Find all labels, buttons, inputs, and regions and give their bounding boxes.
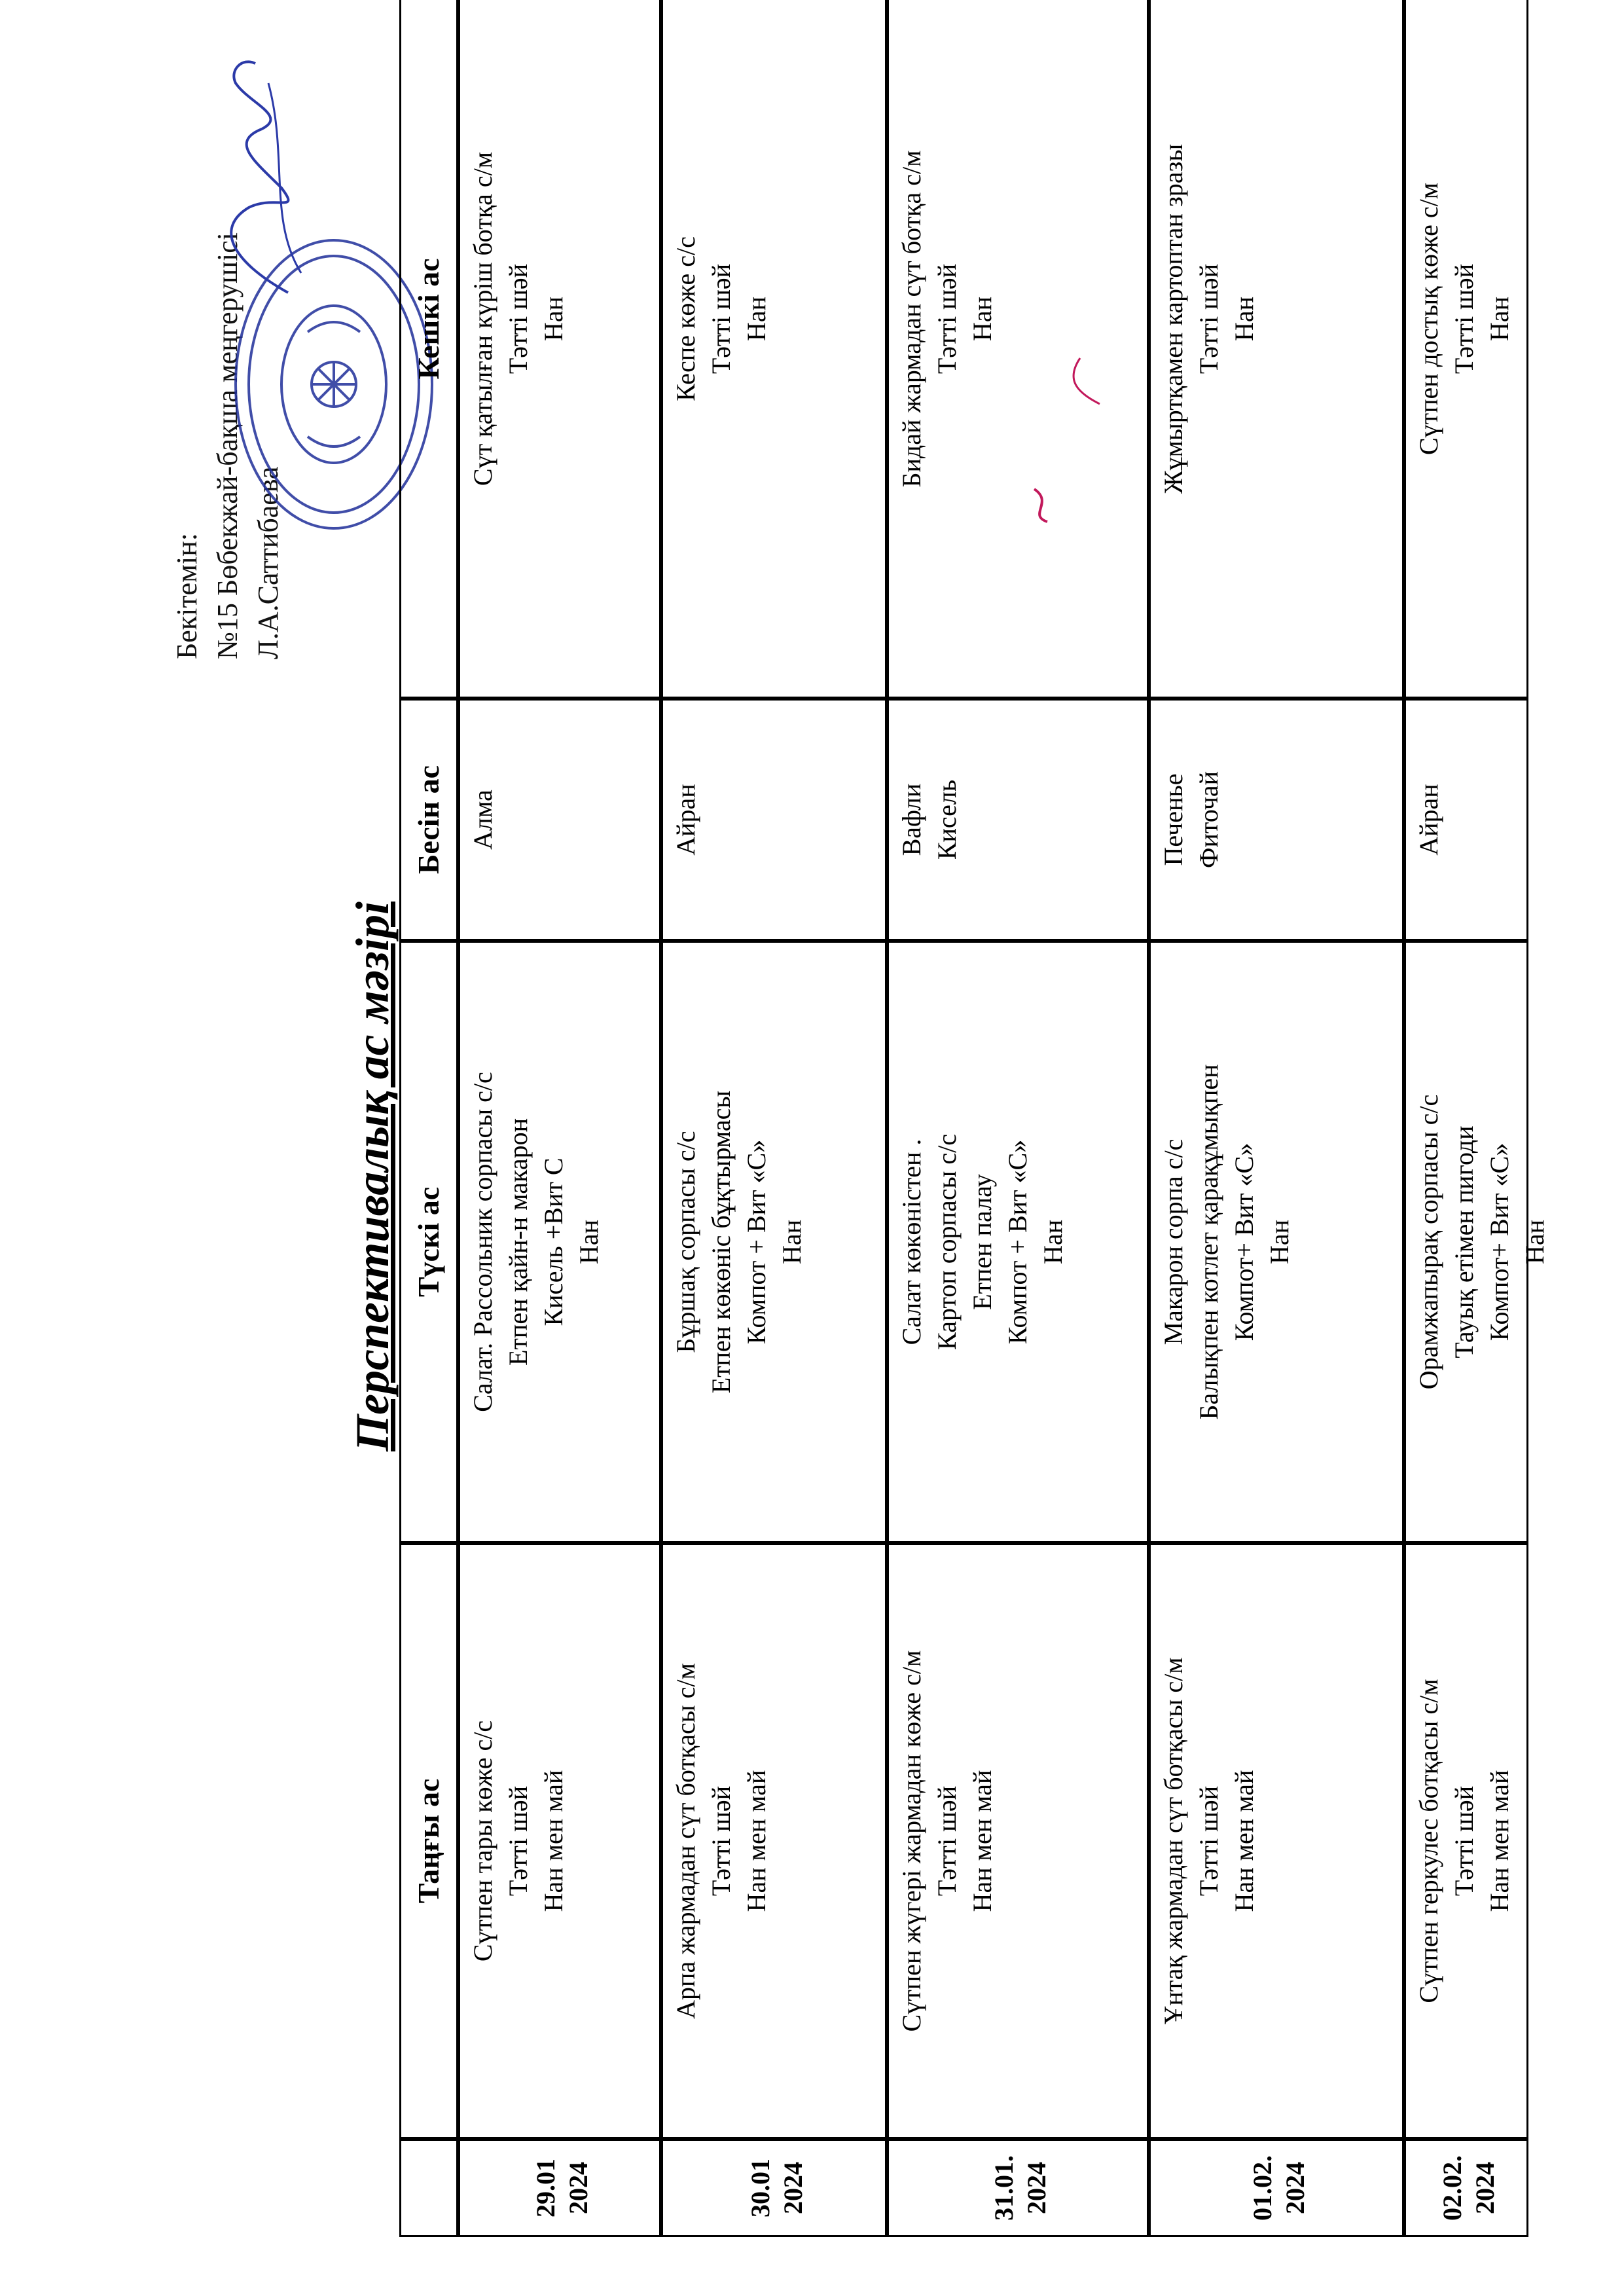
- pen-mark: [1021, 476, 1060, 528]
- breakfast-line: Тәтті шәй: [932, 1785, 962, 1897]
- menu-cell-breakfast: [661, 1543, 887, 2139]
- header-dinner-label: Кешкі ас: [412, 258, 445, 380]
- approval-label: Бекітемін:: [171, 533, 203, 659]
- breakfast-line: Нан мен май: [539, 1770, 568, 1912]
- date-line: 29.01: [531, 2159, 560, 2217]
- dinner-line: Кеспе көже с/с: [671, 236, 700, 401]
- header-date: [399, 2139, 458, 2237]
- date-line: 2024: [1280, 2162, 1310, 2214]
- menu-cell-lunch: [661, 941, 887, 1543]
- menu-cell-date: [1149, 2139, 1404, 2237]
- menu-cell-dinner: [1149, 0, 1404, 699]
- header-lunch-label: Түскі ас: [412, 1186, 445, 1298]
- lunch-line: Компот + Вит «С»: [1003, 1139, 1032, 1345]
- menu-cell-lunch: [458, 941, 661, 1543]
- approval-position: №15 Бөбекжай-бақша меңгерушісі: [211, 232, 244, 659]
- dinner-line: Тәтті шәй: [1449, 263, 1479, 374]
- dinner-line: Нан: [742, 296, 771, 342]
- lunch-line: Компот+ Вит «С»: [1485, 1142, 1514, 1341]
- menu-cell-date: [1404, 2139, 1528, 2237]
- lunch-line: Макарон сорпа с/с: [1159, 1139, 1188, 1345]
- menu-cell-lunch: [1149, 941, 1404, 1543]
- menu-cell-breakfast: [1149, 1543, 1404, 2139]
- header-snack: [399, 699, 458, 941]
- breakfast-line: Сүтпен тары көже с/с: [468, 1720, 497, 1962]
- breakfast-line: Нан мен май: [1229, 1770, 1259, 1912]
- lunch-line: Нан: [1038, 1219, 1068, 1265]
- menu-cell-snack: [458, 699, 661, 941]
- signature: [190, 50, 321, 299]
- lunch-line: Етпен палау: [967, 1174, 997, 1310]
- header-breakfast-label: Таңғы ас: [412, 1778, 445, 1904]
- lunch-line: Тауық етімен пигоди: [1449, 1125, 1479, 1358]
- date-line: 2024: [778, 2162, 808, 2214]
- dinner-line: Тәтті шәй: [1194, 263, 1223, 374]
- pen-mark: [1060, 352, 1106, 410]
- approval-signer: Л.А.Саттибаева: [252, 466, 284, 659]
- menu-cell-date: [887, 2139, 1149, 2237]
- menu-cell-date: [661, 2139, 887, 2237]
- dinner-line: Тәтті шәй: [706, 263, 736, 374]
- dinner-line: Тәтті шәй: [503, 263, 533, 374]
- date-line: 31.01.: [989, 2155, 1019, 2221]
- lunch-line: Нан: [777, 1219, 806, 1265]
- menu-cell-breakfast: [458, 1543, 661, 2139]
- date-line: 30.01: [745, 2159, 775, 2217]
- date-line: 2024: [564, 2162, 593, 2214]
- dinner-line: Нан: [539, 296, 568, 342]
- lunch-line: Орамжапырақ сорпасы с/с: [1414, 1094, 1443, 1390]
- lunch-line: Компот+ Вит «С»: [1229, 1142, 1259, 1341]
- lunch-line: Нан: [574, 1219, 604, 1265]
- header-lunch: [399, 941, 458, 1543]
- lunch-line: Етпен көкөніс бұқтырмасы: [706, 1090, 736, 1394]
- breakfast-line: Нан мен май: [1485, 1770, 1514, 1912]
- snack-line: Вафли: [897, 783, 926, 856]
- menu-cell-breakfast: [1404, 1543, 1528, 2139]
- menu-cell-dinner: [458, 0, 661, 699]
- dinner-line: Тәтті шәй: [932, 263, 962, 374]
- menu-cell-snack: [661, 699, 887, 941]
- header-dinner: [399, 0, 458, 699]
- menu-cell-snack: [887, 699, 1149, 941]
- breakfast-line: Нан мен май: [742, 1770, 771, 1912]
- date-line: 01.02.: [1248, 2155, 1277, 2221]
- lunch-line: Картоп сорпасы с/с: [932, 1134, 962, 1350]
- lunch-line: Салат көкөністен .: [897, 1139, 926, 1345]
- menu-cell-breakfast: [887, 1543, 1149, 2139]
- header-snack-label: Бесін ас: [412, 765, 445, 875]
- snack-line: Алма: [468, 790, 497, 850]
- menu-cell-lunch: [1404, 941, 1549, 1543]
- snack-line: Кисель: [932, 779, 962, 860]
- menu-cell-dinner: [1404, 0, 1528, 699]
- breakfast-line: Сүтпен жүгері жармадан көже с/м: [897, 1650, 926, 2032]
- lunch-line: Бұршақ сорпасы с/с: [671, 1131, 700, 1353]
- date-line: 02.02.: [1437, 2155, 1467, 2221]
- lunch-line: Балықпен котлет қарақұмықпен: [1194, 1064, 1223, 1420]
- date-line: 2024: [1022, 2162, 1051, 2214]
- breakfast-line: Ұнтақ жармадан сүт ботқасы с/м: [1159, 1657, 1188, 2025]
- lunch-line: Нан: [1265, 1219, 1294, 1265]
- breakfast-line: Тәтті шәй: [706, 1785, 736, 1897]
- breakfast-line: Тәтті шәй: [503, 1785, 533, 1897]
- menu-cell-lunch: [887, 941, 1149, 1543]
- lunch-line: Салат. Рассольник сорпасы с/с: [468, 1072, 497, 1412]
- menu-cell-dinner: [887, 0, 1149, 699]
- dinner-line: Нан: [967, 296, 997, 342]
- header-breakfast: [399, 1543, 458, 2139]
- menu-cell-snack: [1149, 699, 1404, 941]
- dinner-line: Нан: [1485, 296, 1514, 342]
- dinner-line: Жұмыртқамен картоптан зразы: [1159, 143, 1188, 494]
- lunch-line: Етпен қайн-н макарон: [503, 1118, 533, 1366]
- page-title: Перспективалық ас мәзірі: [346, 902, 399, 1451]
- snack-line: Печенье: [1159, 773, 1188, 866]
- breakfast-line: Тәтті шәй: [1194, 1785, 1223, 1897]
- breakfast-line: Нан мен май: [967, 1770, 997, 1912]
- menu-cell-date: [458, 2139, 661, 2237]
- lunch-line: Компот + Вит «С»: [742, 1139, 771, 1345]
- snack-line: Айран: [1414, 784, 1443, 856]
- dinner-line: Бидай жармадан сүт ботқа с/м: [897, 150, 926, 488]
- breakfast-line: Тәтті шәй: [1449, 1785, 1479, 1897]
- breakfast-line: Арпа жармадан сүт ботқасы с/м: [671, 1663, 700, 2019]
- breakfast-line: Сүтпен геркулес ботқасы с/м: [1414, 1679, 1443, 2003]
- lunch-line: Нан: [1520, 1219, 1549, 1265]
- date-line: 2024: [1470, 2162, 1500, 2214]
- snack-line: Айран: [671, 784, 700, 856]
- dinner-line: Сүт қатылған күріш ботқа с/м: [468, 151, 497, 486]
- lunch-line: Кисель +Вит С: [539, 1157, 568, 1326]
- dinner-line: Нан: [1229, 296, 1259, 342]
- menu-cell-snack: [1404, 699, 1528, 941]
- dinner-line: Сүтпен достық көже с/м: [1414, 182, 1443, 456]
- snack-line: Фиточай: [1194, 771, 1223, 869]
- menu-cell-dinner: [661, 0, 887, 699]
